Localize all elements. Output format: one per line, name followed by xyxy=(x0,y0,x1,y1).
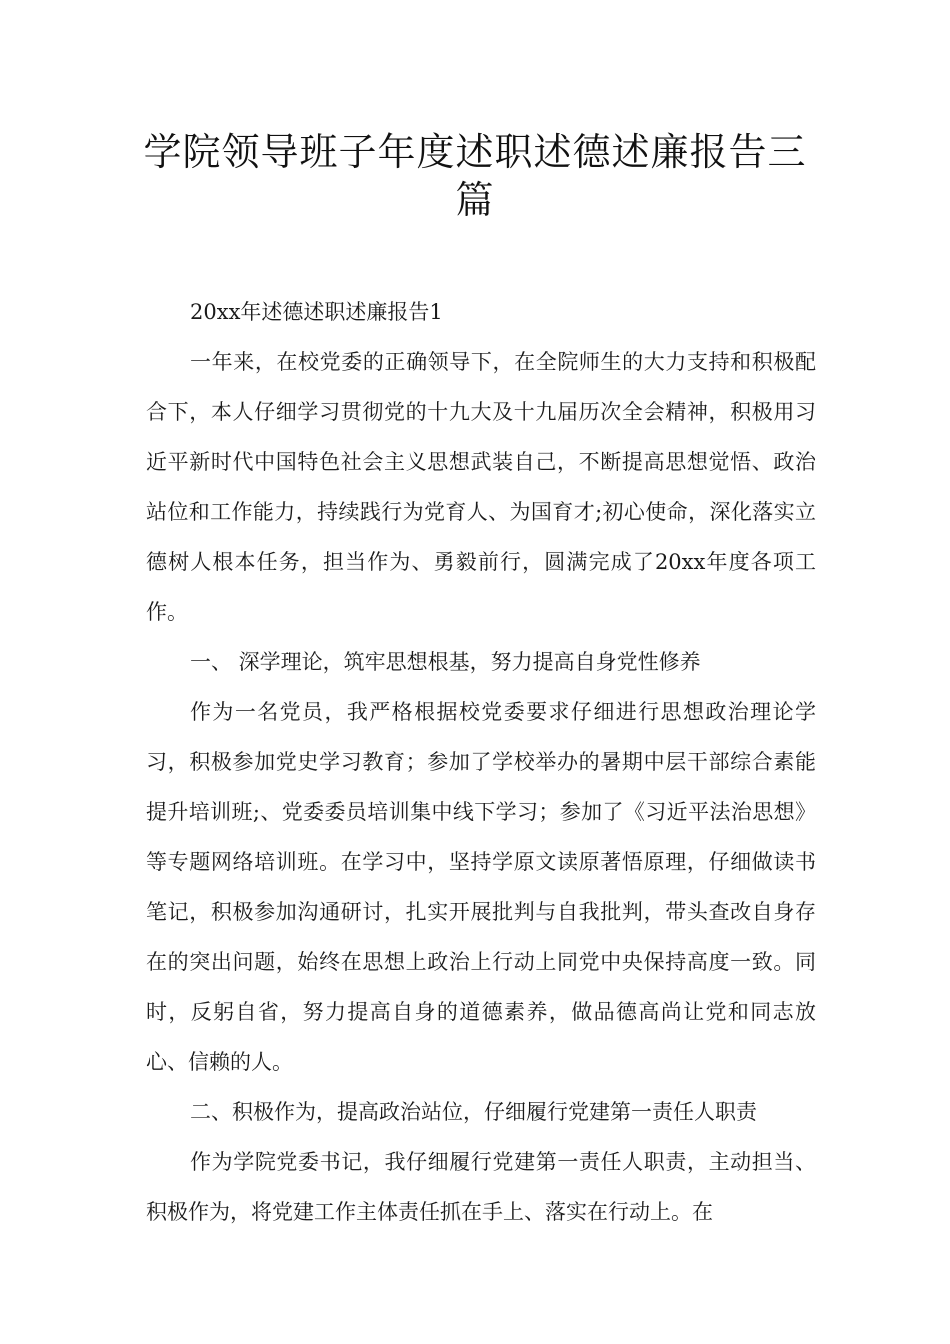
document-title: 学院领导班子年度述职述德述廉报告三篇 xyxy=(143,130,807,222)
document-body xyxy=(146,287,816,1237)
paragraph-intro: 一年来，在校党委的正确领导下，在全院师生的大力支持和积极配合下，本人仔细学习贯彻党的十九大及十九届历次全会精神，积极用习近平新时代中国特色社会主义思想武装自己，不断提高思想觉悟、政治站位和工作能力，持续践行为党育人、为国育才;初心使命，深化落实立德树人根本任务，担当作为、勇毅前行，圆满完成了20xx年度各项工作。 xyxy=(146,350,816,624)
report-subtitle: 20xx年述德述职述廉报告1 xyxy=(190,300,443,324)
section-heading-1: 一、 深学理论，筑牢思想根基，努力提高自身党性修养 xyxy=(190,650,701,674)
paragraph-section-2: 作为学院党委书记，我仔细履行党建第一责任人职责，主动担当、积极作为，将党建工作主体责任抓在手上、落实在行动上。在 xyxy=(146,1150,816,1224)
paragraph-section-1: 作为一名党员，我严格根据校党委要求仔细进行思想政治理论学习，积极参加党史学习教育；参加了学校举办的暑期中层干部综合素能提升培训班;、党委委员培训集中线下学习；参加了《习近平法治思想》等专题网络培训班。在学习中，坚持学原文读原著悟原理，仔细做读书笔记，积极参加沟通研讨，扎实开展批判与自我批判，带头查改自身存在的突出问题，始终在思想上政治上行动上同党中央保持高度一致。同时，反躬自省，努力提高自身的道德素养，做品德高尚让党和同志放心、信赖的人。 xyxy=(146,700,816,1074)
section-heading-2: 二、积极作为，提高政治站位，仔细履行党建第一责任人职责 xyxy=(190,1100,757,1124)
